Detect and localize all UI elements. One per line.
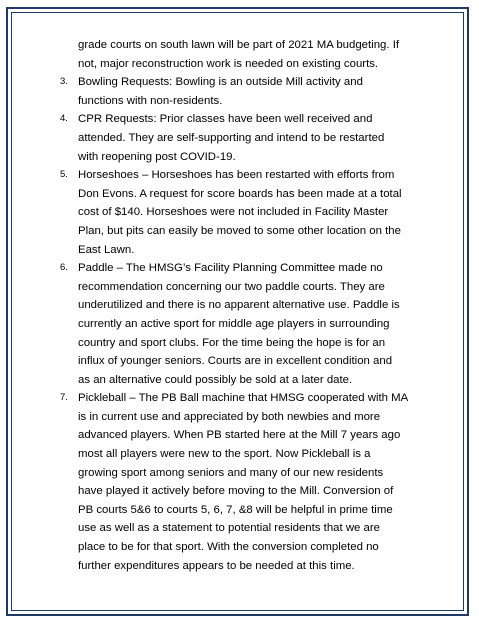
text-line: with reopening post COVID-19. (78, 150, 236, 163)
text-line: Don Evons. A request for score boards has been made at a total (78, 187, 402, 200)
text-line: grade courts on south lawn will be part of 2021 MA budgeting. If (78, 39, 400, 51)
text-line: functions with non-residents. (78, 94, 223, 107)
list-number: 6. (60, 262, 68, 274)
text-line: PB courts 5&6 to courts 5, 6, 7, &8 will be helpful in prime time (78, 503, 393, 516)
text-line: advanced players. When PB started here at the Mill 7 years ago (78, 429, 401, 442)
list-number: 4. (60, 113, 68, 125)
list-item-horseshoes (60, 166, 446, 259)
text-line: further expenditures appears to be needed at this time. (78, 559, 355, 572)
text-line: recommendation concerning our two paddle courts. They are (78, 280, 385, 293)
text-line: growing sport among seniors and many of our new residents (78, 466, 384, 479)
text-line: Paddle – The HMSG’s Facility Planning Committee made no (78, 262, 383, 275)
text-line: not, major reconstruction work is needed on existing courts. (78, 57, 379, 70)
list-item-bowling (60, 73, 446, 110)
list-item-cpr (60, 110, 446, 166)
text-line: is in current use and appreciated by both newbies and more (78, 410, 381, 423)
list-number: 3. (60, 76, 68, 88)
text-line: country and sport clubs. For the time being the hope is for an (78, 336, 386, 349)
text-line: most all players were new to the sport. Now Pickleball is a (78, 448, 371, 461)
text-line: Plan, but pits can easily be moved to some other location on the (78, 224, 401, 237)
text-line: influx of younger seniors. Courts are in excellent condition and (78, 355, 393, 368)
text-line: cost of $140. Horseshoes were not included in Facility Master (78, 206, 389, 219)
text-line: Horseshoes – Horseshoes has been restarted with efforts from (78, 169, 395, 182)
text-line: attended. They are self-supporting and intend to be restarted (78, 131, 385, 144)
text-line: underutilized and there is no apparent alternative use. Paddle is (78, 299, 400, 312)
text-line: East Lawn. (78, 243, 135, 256)
list-number: 5. (60, 169, 68, 181)
list-item-paddle (60, 259, 446, 389)
text-line: have played it actively before moving to the Mill. Conversion of (78, 485, 394, 498)
text-line: use as well as a statement to potential residents that we are (78, 522, 381, 535)
intro-paragraph (78, 36, 446, 73)
text-line: currently an active sport for middle age players in surrounding (78, 317, 390, 330)
text-line: place to be for that sport. With the conversion completed no (78, 541, 379, 554)
text-line: CPR Requests: Prior classes have been well received and (78, 113, 373, 126)
list-number: 7. (60, 392, 68, 404)
list-item-pickleball (60, 389, 446, 575)
text-line: Pickleball – The PB Ball machine that HMSG cooperated with MA (78, 392, 409, 405)
text-line: as an alternative could possibly be sold at a later date. (78, 373, 353, 386)
text-line: Bowling Requests: Bowling is an outside Mill activity and (78, 76, 363, 89)
document-body (60, 36, 446, 575)
